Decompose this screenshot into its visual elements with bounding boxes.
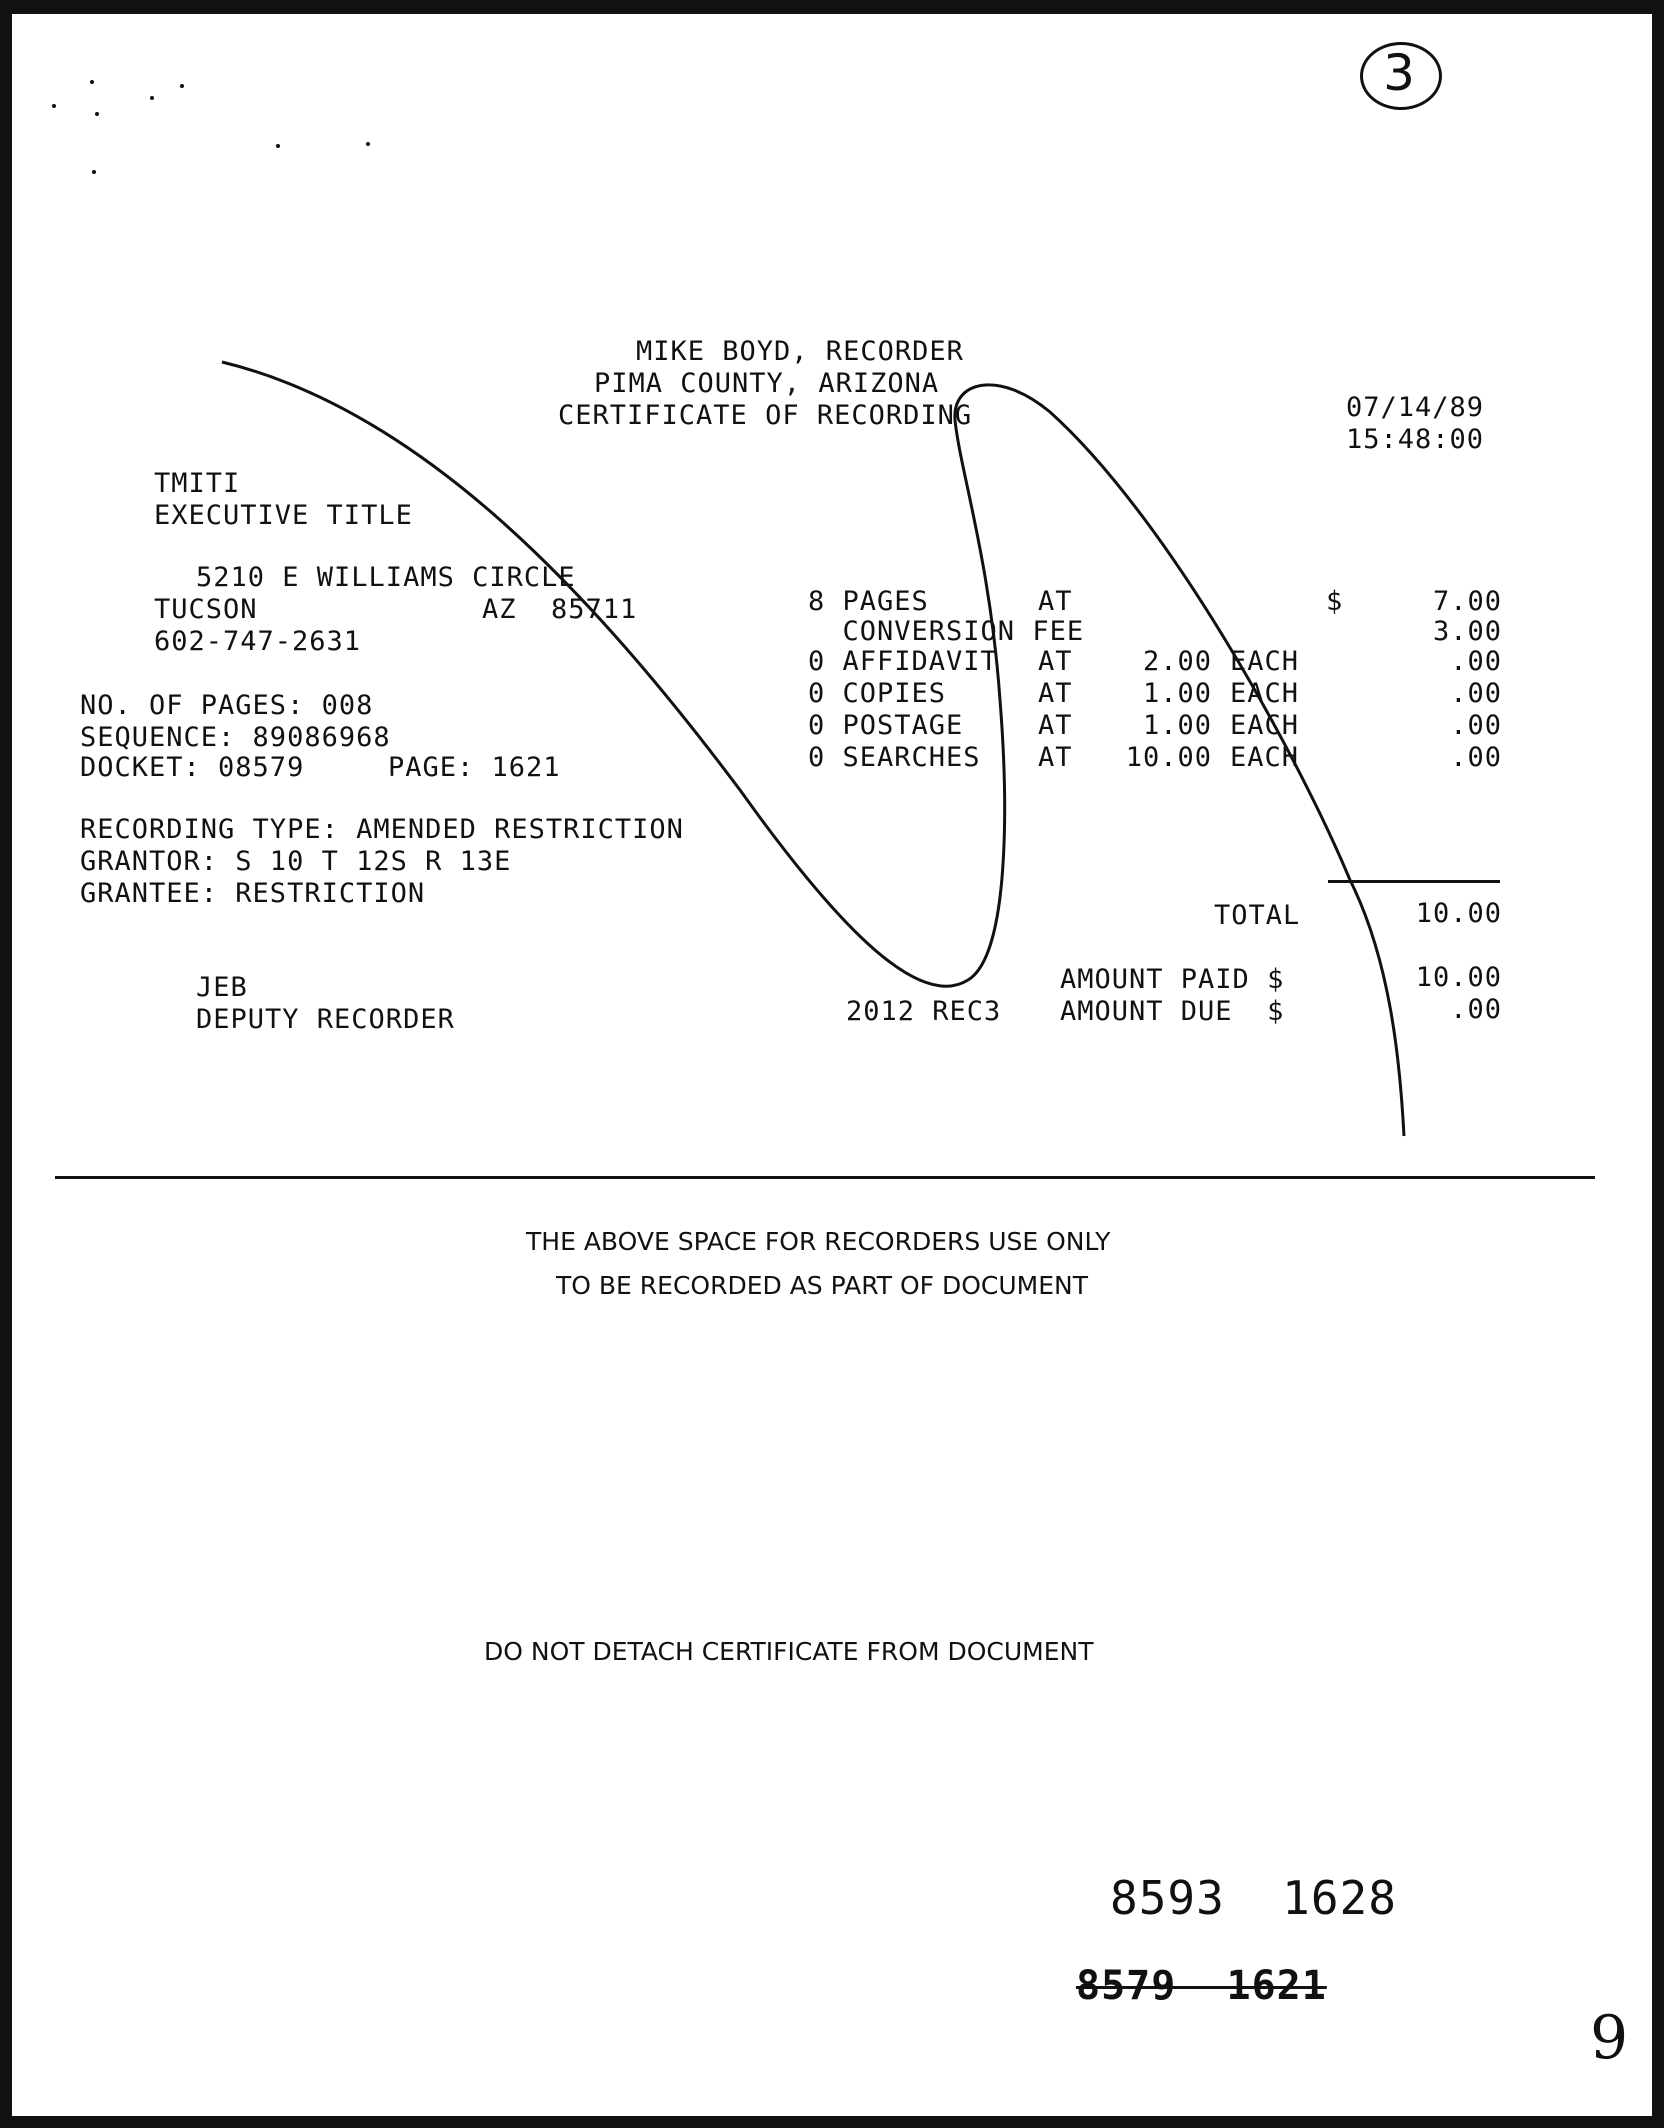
- record-part-notice: TO BE RECORDED AS PART OF DOCUMENT: [556, 1271, 1088, 1300]
- fee-amount: .00: [1450, 678, 1502, 709]
- grantor: GRANTOR: S 10 T 12S R 13E: [80, 846, 512, 877]
- fee-item: 0 SEARCHES: [808, 742, 981, 773]
- addressee-company: EXECUTIVE TITLE: [154, 500, 413, 531]
- fee-at: AT: [1038, 678, 1073, 709]
- fee-item: 0 COPIES: [808, 678, 947, 709]
- addressee-name: TMITI: [154, 468, 241, 499]
- addressee-street: 5210 E WILLIAMS CIRCLE: [196, 562, 576, 593]
- deputy-title: DEPUTY RECORDER: [196, 1004, 455, 1035]
- docket-number: DOCKET: 08579: [80, 752, 305, 783]
- handwritten-corner-mark: 9: [1590, 2003, 1629, 2073]
- fee-at: AT: [1038, 742, 1073, 773]
- recorder-name: MIKE BOYD, RECORDER: [636, 336, 964, 367]
- new-docket-reference: 8593 1628: [1110, 1871, 1397, 1925]
- fee-each: EACH: [1230, 678, 1300, 709]
- addressee-phone: 602-747-2631: [154, 626, 362, 657]
- fee-amount: .00: [1450, 742, 1502, 773]
- number-of-pages: NO. OF PAGES: 008: [80, 690, 374, 721]
- fee-item: 0 AFFIDAVIT: [808, 646, 998, 677]
- fee-amount: .00: [1450, 646, 1502, 677]
- certificate-title: CERTIFICATE OF RECORDING: [558, 400, 973, 431]
- fee-rate: 2.00: [1142, 646, 1212, 677]
- docket-page: PAGE: 1621: [388, 752, 561, 783]
- fee-rate: 1.00: [1142, 678, 1212, 709]
- amount-due-label: AMOUNT DUE $: [1060, 996, 1285, 1027]
- sequence-number: SEQUENCE: 89086968: [80, 722, 391, 753]
- amount-due-value: .00: [1450, 994, 1502, 1025]
- fee-amount: .00: [1450, 710, 1502, 741]
- fee-rate: 10.00: [1125, 742, 1212, 773]
- grantee: GRANTEE: RESTRICTION: [80, 878, 426, 909]
- recording-time: 15:48:00: [1346, 424, 1485, 455]
- register-code: 2012 REC3: [846, 996, 1002, 1027]
- recorder-use-notice: THE ABOVE SPACE FOR RECORDERS USE ONLY: [526, 1227, 1111, 1256]
- fee-item: 0 POSTAGE: [808, 710, 964, 741]
- amount-paid-label: AMOUNT PAID $: [1060, 964, 1285, 995]
- fee-at: AT: [1038, 646, 1073, 677]
- fee-item: 8 PAGES: [808, 586, 929, 617]
- deputy-initials: JEB: [196, 972, 248, 1003]
- recording-type: RECORDING TYPE: AMENDED RESTRICTION: [80, 814, 684, 845]
- county-name: PIMA COUNTY, ARIZONA: [594, 368, 940, 399]
- addressee-city: TUCSON: [154, 594, 258, 625]
- fee-at: AT: [1038, 586, 1073, 617]
- fee-each: EACH: [1230, 742, 1300, 773]
- fee-amount: 7.00: [1432, 586, 1502, 617]
- addressee-state-zip: AZ 85711: [482, 594, 638, 625]
- fee-amount: 3.00: [1432, 616, 1502, 647]
- total-value: 10.00: [1415, 898, 1502, 929]
- fee-each: EACH: [1230, 710, 1300, 741]
- fee-currency: $: [1326, 586, 1344, 617]
- scribble-stroke: [222, 362, 1404, 1136]
- fee-rate: 1.00: [1142, 710, 1212, 741]
- circled-number: 3: [1383, 44, 1415, 102]
- total-label: TOTAL: [1214, 900, 1301, 931]
- old-docket-reference: 8579 1621: [1076, 1963, 1327, 2009]
- do-not-detach-notice: DO NOT DETACH CERTIFICATE FROM DOCUMENT: [484, 1637, 1094, 1666]
- fee-item: CONVERSION FEE: [808, 616, 1085, 647]
- amount-paid-value: 10.00: [1415, 962, 1502, 993]
- recording-date: 07/14/89: [1346, 392, 1485, 423]
- fee-each: EACH: [1230, 646, 1300, 677]
- fee-at: AT: [1038, 710, 1073, 741]
